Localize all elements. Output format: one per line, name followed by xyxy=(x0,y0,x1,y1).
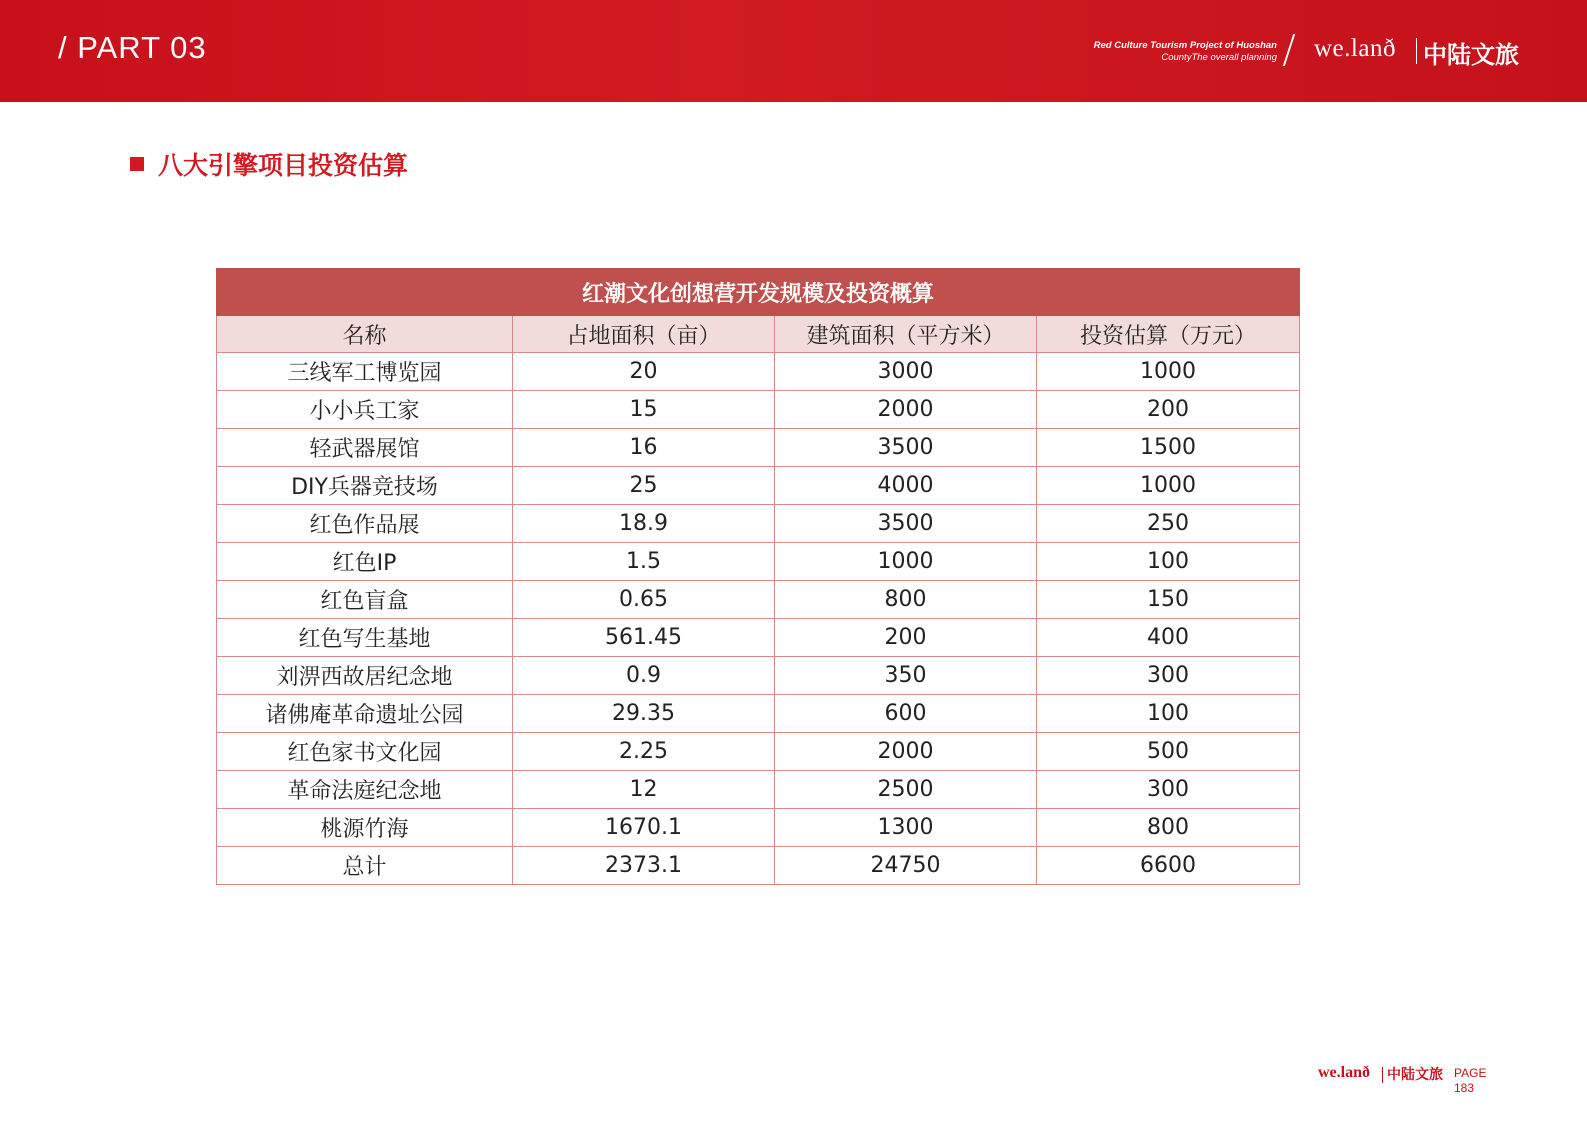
cell-land-area: 0.9 xyxy=(513,657,775,695)
table-caption-row xyxy=(217,269,1300,316)
cell-land-area: 2373.1 xyxy=(513,847,775,885)
cell-land-area: 1.5 xyxy=(513,543,775,581)
cell-name: 革命法庭纪念地 xyxy=(217,771,513,809)
table-row xyxy=(217,619,1300,657)
table-row xyxy=(217,771,1300,809)
cell-name: 总计 xyxy=(217,847,513,885)
cell-building-area: 3000 xyxy=(775,353,1037,391)
cell-name: 红色家书文化园 xyxy=(217,733,513,771)
cell-building-area: 2000 xyxy=(775,391,1037,429)
column-header-land-area: 占地面积（亩） xyxy=(513,316,775,353)
cell-investment: 300 xyxy=(1037,771,1300,809)
cell-building-area: 2500 xyxy=(775,771,1037,809)
investment-table-wrapper xyxy=(216,268,1299,885)
cell-building-area: 3500 xyxy=(775,429,1037,467)
cell-building-area: 24750 xyxy=(775,847,1037,885)
cell-building-area: 4000 xyxy=(775,467,1037,505)
cell-investment: 500 xyxy=(1037,733,1300,771)
table-caption: 红潮文化创想营开发规模及投资概算 xyxy=(217,269,1300,316)
section-title-text: 八大引擎项目投资估算 xyxy=(158,151,409,180)
footer-logo-cn: 中陆文旅 xyxy=(1387,1067,1443,1083)
cell-land-area: 561.45 xyxy=(513,619,775,657)
cell-investment: 100 xyxy=(1037,695,1300,733)
cell-building-area: 2000 xyxy=(775,733,1037,771)
header-tagline xyxy=(1094,40,1277,64)
cell-name: 红色盲盒 xyxy=(217,581,513,619)
table-row xyxy=(217,467,1300,505)
table-row xyxy=(217,695,1300,733)
cell-name: 诸佛庵革命遗址公园 xyxy=(217,695,513,733)
square-bullet-icon xyxy=(130,157,144,171)
cell-investment: 1000 xyxy=(1037,353,1300,391)
cell-name: 红色写生基地 xyxy=(217,619,513,657)
cell-name: 刘淠西故居纪念地 xyxy=(217,657,513,695)
page-header xyxy=(0,0,1587,102)
tagline-line-1: Red Culture Tourism Project of Huoshan xyxy=(1093,40,1277,51)
cell-land-area: 20 xyxy=(513,353,775,391)
cell-land-area: 12 xyxy=(513,771,775,809)
column-header-name: 名称 xyxy=(217,316,513,353)
cell-land-area: 2.25 xyxy=(513,733,775,771)
table-row xyxy=(217,353,1300,391)
cell-name: 红色IP xyxy=(217,543,513,581)
page-number: 183 xyxy=(1454,1081,1475,1095)
cell-building-area: 3500 xyxy=(775,505,1037,543)
cell-investment: 250 xyxy=(1037,505,1300,543)
brand-logo-en: we.lanð xyxy=(1314,35,1396,62)
table-row xyxy=(217,543,1300,581)
cell-investment: 300 xyxy=(1037,657,1300,695)
table-row xyxy=(217,733,1300,771)
cell-building-area: 1000 xyxy=(775,543,1037,581)
cell-building-area: 350 xyxy=(775,657,1037,695)
cell-land-area: 18.9 xyxy=(513,505,775,543)
cell-investment: 1500 xyxy=(1037,429,1300,467)
section-title xyxy=(130,146,408,182)
investment-table xyxy=(216,268,1300,885)
cell-investment: 150 xyxy=(1037,581,1300,619)
cell-name: 红色作品展 xyxy=(217,505,513,543)
cell-name: 小小兵工家 xyxy=(217,391,513,429)
cell-land-area: 0.65 xyxy=(513,581,775,619)
page-number-block xyxy=(1454,1066,1486,1096)
cell-investment: 100 xyxy=(1037,543,1300,581)
cell-land-area: 29.35 xyxy=(513,695,775,733)
brand-divider xyxy=(1416,38,1417,64)
cell-land-area: 15 xyxy=(513,391,775,429)
table-row xyxy=(217,429,1300,467)
table-row xyxy=(217,581,1300,619)
table-total-row xyxy=(217,847,1300,885)
cell-name: 三线军工博览园 xyxy=(217,353,513,391)
table-row xyxy=(217,505,1300,543)
page-label: PAGE xyxy=(1454,1066,1487,1080)
cell-land-area: 25 xyxy=(513,467,775,505)
column-header-investment: 投资估算（万元） xyxy=(1037,316,1300,353)
footer-brand-divider xyxy=(1382,1067,1383,1083)
tagline-line-2: CountyThe overall planning xyxy=(1161,52,1277,63)
table-row xyxy=(217,391,1300,429)
cell-land-area: 16 xyxy=(513,429,775,467)
cell-investment: 200 xyxy=(1037,391,1300,429)
brand-logo-cn: 中陆文旅 xyxy=(1423,41,1519,69)
cell-name: 桃源竹海 xyxy=(217,809,513,847)
cell-building-area: 1300 xyxy=(775,809,1037,847)
header-slash-divider xyxy=(1283,34,1295,66)
cell-name: DIY兵器竞技场 xyxy=(217,467,513,505)
table-header-row xyxy=(217,316,1300,353)
cell-investment: 1000 xyxy=(1037,467,1300,505)
cell-investment: 6600 xyxy=(1037,847,1300,885)
cell-building-area: 800 xyxy=(775,581,1037,619)
cell-land-area: 1670.1 xyxy=(513,809,775,847)
cell-name: 轻武器展馆 xyxy=(217,429,513,467)
cell-building-area: 600 xyxy=(775,695,1037,733)
table-row xyxy=(217,809,1300,847)
cell-building-area: 200 xyxy=(775,619,1037,657)
footer-logo-en: we.lanð xyxy=(1318,1064,1370,1081)
part-label: / PART 03 xyxy=(58,30,207,65)
table-row xyxy=(217,657,1300,695)
column-header-building-area: 建筑面积（平方米） xyxy=(775,316,1037,353)
cell-investment: 400 xyxy=(1037,619,1300,657)
cell-investment: 800 xyxy=(1037,809,1300,847)
